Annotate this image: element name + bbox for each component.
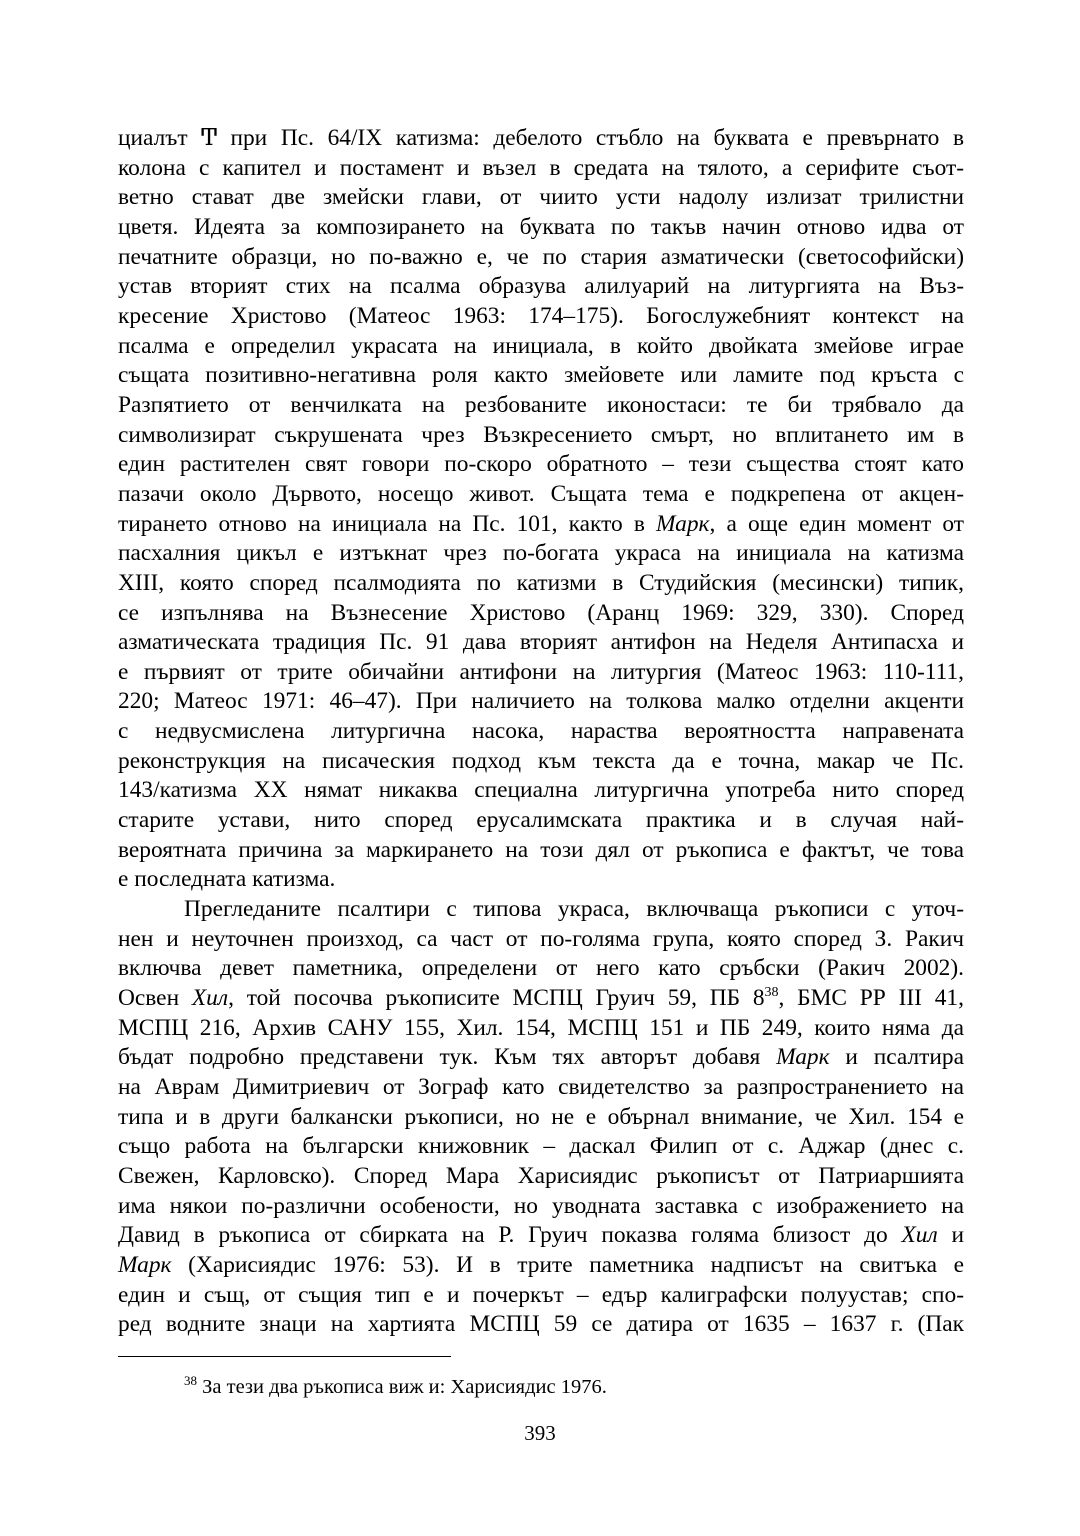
text-line xyxy=(118,984,964,1014)
paragraph-2 xyxy=(118,895,964,1340)
text-line: колона с капител и постамент и възел в средата на тялото, а серифите съот- xyxy=(118,154,964,181)
text-line: има някои по-различни особености, но уводната заставка с изображението на xyxy=(118,1192,964,1219)
text-line: ветно стават две змейски глави, от чиито усти надолу излизат трилистни xyxy=(118,184,964,211)
body-text xyxy=(118,124,964,1340)
text-line xyxy=(118,1221,964,1251)
text-run: , а още един момент от xyxy=(709,510,964,537)
text-line: Прегледаните псалтири с типова украса, включваща ръкописи с уточ- xyxy=(184,896,964,923)
text-line: типа и в други балкански ръкописи, но не е обърнал внимание, че Хил. 154 е xyxy=(118,1103,964,1130)
page-number: 393 xyxy=(524,1421,556,1445)
text-line xyxy=(118,1043,964,1073)
text-line: реконструкция на писаческия подход към текста да е точна, макар че Пс. xyxy=(118,747,964,774)
text-line: ред водните знаци на хартията МСПЦ 59 се датира от 1635 – 1637 г. (Пак xyxy=(118,1311,964,1338)
text-line: включва девет паметника, определени от него като сръбски (Ракич 2002). xyxy=(118,955,964,982)
text-line: псалма е определил украсата на инициала, в който двойката змейове играе xyxy=(118,332,964,359)
text-run: (Харисиядис 1976: 53). И в трите паметника надписът на свитъка е xyxy=(171,1251,964,1278)
paragraph-1 xyxy=(118,124,964,895)
text-run: бъдат подробно представени тук. Към тях авторът добавя xyxy=(118,1044,777,1071)
text-run: тирането отново на инициала на Пс. 101, както в xyxy=(118,510,656,537)
text-run: , той посочва ръкописите МСПЦ Груич 59, ПБ 8 xyxy=(228,985,765,1012)
text-line: е първият от трите обичайни антифони на литургия (Матеос 1963: 110-111, xyxy=(118,658,964,685)
text-line: пазачи около Дървото, носещо живот. Същата тема е подкрепена от акцен- xyxy=(118,480,964,507)
footnote-reference[interactable]: 38 xyxy=(764,985,779,1001)
text-line: 143/катизма XX нямат никаква специална литургична употреба нито според xyxy=(118,777,964,804)
text-line: също работа на български книжовник – даскал Филип от с. Аджар (днес с. xyxy=(118,1133,964,1160)
text-line: старите устави, нито според ерусалимската практика и в случая най- xyxy=(118,807,964,834)
text-line xyxy=(118,510,964,540)
manuscript-siglum: Хил xyxy=(191,985,229,1012)
text-line: е последната катизма. xyxy=(118,866,336,893)
footnote-text: За тези два ръкописа виж и: Харисиядис 1976. xyxy=(197,1376,607,1398)
text-line: един и същ, от същия тип е и почеркът – едър калиграфски полуустав; спо- xyxy=(118,1281,964,1308)
text-line: един растителен свят говори по-скоро обратното – тези същества стоят като xyxy=(118,451,964,478)
text-line: циалът Ͳ при Пс. 64/IX катизма: дебелото стъбло на буквата е превърнато в xyxy=(118,125,964,151)
text-run: , БМС РР III 41, xyxy=(778,985,964,1012)
text-line: МСПЦ 216, Архив САНУ 155, Хил. 154, МСПЦ 151 и ПБ 249, които няма да xyxy=(118,1014,964,1041)
text-line: символизират съкрушената чрез Възкресението смърт, но вплитането им в xyxy=(118,421,964,448)
footnote xyxy=(184,1374,884,1400)
text-line: нен и неуточнен произход, са част от по-голяма група, която според З. Ракич xyxy=(118,925,964,952)
text-line: пасхалния цикъл е изтъкнат чрез по-богата украса на инициала на катизма xyxy=(118,540,964,567)
text-line: се изпълнява на Възнесение Христово (Аранц 1969: 329, 330). Според xyxy=(118,599,964,626)
manuscript-siglum: Марк xyxy=(655,510,710,537)
manuscript-siglum: Хил xyxy=(901,1222,938,1249)
text-run: и псалтира xyxy=(829,1044,964,1071)
text-line: на Аврам Димитриевич от Зограф като свидетелство за разпространението на xyxy=(118,1074,964,1100)
text-line: 220; Матеос 1971: 46–47). При наличието на толкова малко отделни акценти xyxy=(118,688,964,715)
text-line: XIII, която според псалмодията по катизми в Студийския (месински) типик, xyxy=(118,569,964,596)
text-line: азматическата традиция Пс. 91 дава вторият антифон на Неделя Антипасха и xyxy=(118,629,964,656)
text-line: цветя. Идеята за композирането на буквата по такъв начин отново идва от xyxy=(118,213,964,240)
manuscript-siglum: Марк xyxy=(776,1044,830,1071)
text-line: Свежен, Карловско). Според Мара Харисиядис ръкописът от Патриаршията xyxy=(118,1162,964,1189)
footnote-separator xyxy=(118,1356,451,1357)
text-line: Разпятието от венчилката на резбованите иконостаси: те би трябвало да xyxy=(118,391,964,418)
text-line: с недвусмислена литургична насока, нараства вероятността направената xyxy=(118,718,964,745)
text-line: вероятната причина за маркирането на този дял от ръкописа е фактът, че това xyxy=(118,836,964,863)
text-run: Давид в ръкописа от сбирката на Р. Груич показва голяма близост до xyxy=(118,1222,902,1249)
text-line: печатните образци, но по-важно е, че по стария азматически (светософийски) xyxy=(118,243,964,270)
text-line: кресение Христово (Матеос 1963: 174–175). Богослужебният контекст на xyxy=(118,302,964,329)
text-run: и xyxy=(937,1222,964,1249)
footnote-number: 38 xyxy=(184,1373,197,1388)
text-run: Освен xyxy=(118,985,192,1012)
text-line: същата позитивно-негативна роля както змейовете или ламите под кръста с xyxy=(118,362,964,389)
manuscript-siglum: Марк xyxy=(118,1251,172,1278)
text-line xyxy=(118,1251,964,1281)
text-line: устав вторият стих на псалма образува алилуарий на литургията на Въз- xyxy=(118,273,964,300)
